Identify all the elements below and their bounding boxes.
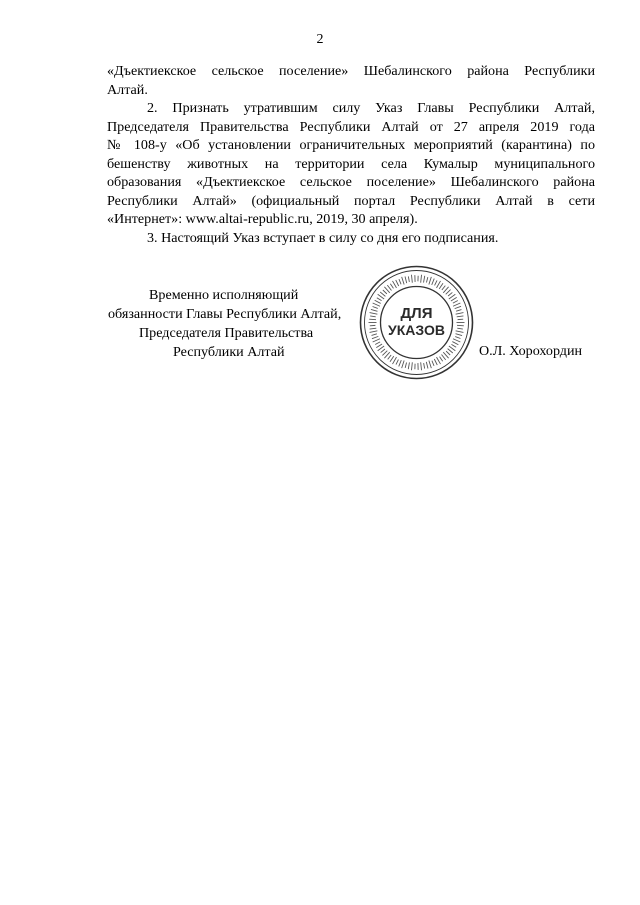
document-body xyxy=(107,62,595,247)
signatory-title-line: Председателя Правительства xyxy=(139,325,314,341)
text-line: 3. Настоящий Указ вступает в силу со дня его подписания. xyxy=(147,229,499,246)
seal-ring-mark xyxy=(393,281,397,288)
seal-ring-mark xyxy=(383,290,387,294)
seal-ring-mark xyxy=(452,342,458,345)
seal-ring-mark xyxy=(393,357,397,364)
text-line: бешенству животных на территории села Кумалыр муниципального xyxy=(107,155,595,172)
seal-ring-mark xyxy=(396,360,398,365)
seal-ring-mark xyxy=(456,313,464,315)
seal-ring-mark xyxy=(446,290,451,295)
signatory-title xyxy=(100,286,362,362)
seal-ring-mark xyxy=(405,362,406,367)
seal-ring-mark xyxy=(372,334,377,336)
seal-icon xyxy=(358,264,475,381)
signatory-title-line: Республики Алтай xyxy=(173,344,285,360)
official-seal-stamp xyxy=(358,264,475,381)
seal-ring-mark xyxy=(370,328,377,329)
seal-ring-mark xyxy=(411,275,412,283)
text-line: образования «Дъектиекское сельское поселение» Шебалинского района xyxy=(107,174,595,190)
seal-ring-mark xyxy=(376,344,382,348)
seal-ring-mark xyxy=(390,284,393,289)
seal-ring-mark xyxy=(448,292,452,296)
seal-ring-mark xyxy=(426,277,427,282)
seal-ring-mark xyxy=(457,316,464,317)
seal-ring-mark xyxy=(381,349,385,353)
signatory-title-line: Временно исполняющий xyxy=(149,287,299,303)
seal-ring-mark xyxy=(387,285,391,290)
seal-ring-mark xyxy=(442,286,445,290)
seal-ring-mark xyxy=(375,300,381,303)
signatory-name: О.Л. Хорохордин xyxy=(479,343,583,359)
seal-ring-mark xyxy=(456,334,463,336)
seal-ring-mark xyxy=(437,281,441,288)
seal-ring-mark xyxy=(399,279,401,284)
seal-ring-mark xyxy=(370,331,378,333)
seal-ring-mark xyxy=(426,362,428,369)
seal-ring-mark xyxy=(457,328,463,329)
seal-ring-mark xyxy=(451,297,457,301)
seal-ring-mark xyxy=(456,331,464,333)
seal-ring-mark xyxy=(448,349,453,353)
seal-ring-mark xyxy=(429,277,431,285)
seal-ring-mark xyxy=(421,362,422,370)
seal-ring-mark xyxy=(372,336,378,338)
stamp-text-line2: УКАЗОВ xyxy=(388,322,445,338)
seal-ring-mark xyxy=(432,279,435,285)
seal-ring-mark xyxy=(451,344,456,347)
seal-ring-mark xyxy=(455,306,461,308)
seal-ring-mark xyxy=(432,361,434,366)
seal-ring-mark xyxy=(421,275,422,283)
seal-ring-mark xyxy=(370,316,376,317)
seal-ring-mark xyxy=(373,306,378,308)
seal-ring-mark xyxy=(408,362,409,369)
seal-ring-mark xyxy=(434,359,437,365)
text-line: Алтай. xyxy=(107,81,148,98)
seal-ring-mark xyxy=(382,351,387,356)
text-line: «Дъектиекское сельское поселение» Шебалинского района Республики xyxy=(107,63,595,79)
seal-ring-mark xyxy=(377,298,382,301)
seal-ring-mark xyxy=(456,310,461,312)
seal-ring-mark xyxy=(424,363,425,369)
seal-ring-mark xyxy=(446,351,450,355)
stamp-text-line1: ДЛЯ xyxy=(400,305,433,322)
seal-ring-mark xyxy=(455,337,460,339)
seal-ring-mark xyxy=(429,361,431,369)
seal-ring-mark xyxy=(441,354,445,359)
seal-ring-mark xyxy=(424,276,425,283)
seal-ring-mark xyxy=(388,355,391,359)
seal-ring-mark xyxy=(440,357,443,362)
text-line: Председателя Правительства Республики Алтай от 27 апреля 2019 года xyxy=(107,118,595,135)
seal-ring-mark xyxy=(402,361,404,369)
seal-ring-mark xyxy=(435,280,437,285)
signatory-title-line: обязанности Главы Республики Алтай, xyxy=(108,306,342,322)
seal-ring-mark xyxy=(405,277,407,284)
seal-ring-mark xyxy=(411,362,412,370)
seal-ring-mark xyxy=(373,303,380,306)
seal-ring-mark xyxy=(439,283,443,289)
seal-ring-mark xyxy=(370,313,378,315)
seal-ring-mark xyxy=(396,280,399,286)
page-number: 2 xyxy=(316,32,324,47)
seal-ring-mark xyxy=(453,303,460,306)
seal-ring-mark xyxy=(408,276,409,282)
seal-ring-mark xyxy=(453,339,460,342)
text-line: Республики Алтай» (официальный портал Республики Алтай в сети xyxy=(107,192,595,209)
seal-ring-mark xyxy=(380,292,385,296)
seal-ring-mark xyxy=(371,309,378,311)
seal-ring-mark xyxy=(402,277,404,285)
seal-ring-mark xyxy=(453,301,458,304)
text-line: «Интернет»: www.altai-republic.ru, 2019, 30 апреля). xyxy=(107,211,418,227)
seal-ring-mark xyxy=(375,342,380,345)
seal-ring-mark xyxy=(399,360,402,366)
text-line: 2. Признать утратившим силу Указ Главы Республики Алтай, xyxy=(147,100,595,116)
seal-ring-mark xyxy=(437,357,441,364)
text-line: № 108-у «Об установлении ограничительных мероприятий (карантина) по xyxy=(107,137,595,153)
seal-ring-mark xyxy=(373,339,380,342)
seal-ring-mark xyxy=(390,356,394,362)
